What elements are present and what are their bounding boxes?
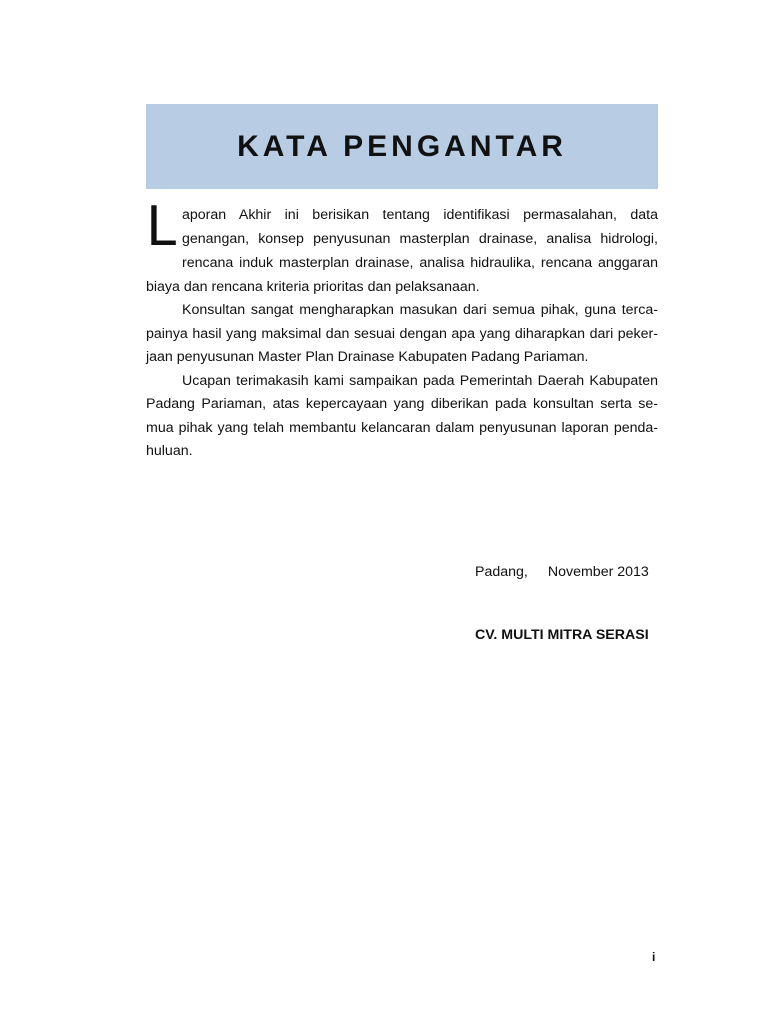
paragraph-2-line: jaan penyusunan Master Plan Drainase Kabupaten Padang Pariaman. [146, 349, 589, 365]
paragraph-3-line: Padang Pariaman, atas kepercayaan yang diberikan pada konsultan serta se- [146, 396, 658, 412]
page-number: i [652, 950, 656, 964]
signature-place: Padang, [475, 564, 528, 580]
paragraph-3-line: mua pihak yang telah membantu kelancaran dalam penyusunan laporan penda- [146, 419, 658, 436]
paragraph-2-line: painya hasil yang maksimal dan sesuai dengan apa yang diharapkan dari peker- [146, 325, 658, 342]
paragraph-1-line: genangan, konsep penyusunan masterplan drainase, analisa hidrologi, [182, 230, 658, 247]
title-band [146, 104, 658, 189]
page-title: KATA PENGANTAR [237, 129, 567, 163]
signature-date: November 2013 [547, 564, 649, 580]
drop-cap: L [146, 195, 177, 258]
signature-place-date [475, 564, 649, 580]
paragraph-1-line: biaya dan rencana kriteria prioritas dan pelaksanaan. [146, 278, 480, 295]
paragraph-2-line: Konsultan sangat mengharapkan masukan dari semua pihak, guna terca- [182, 302, 658, 318]
paragraph-2 [146, 299, 658, 370]
paragraph-1-line: aporan Akhir ini berisikan tentang identifikasi permasalahan, data [182, 207, 658, 223]
body-text [146, 195, 658, 464]
paragraph-1-line: rencana induk masterplan drainase, analisa hidraulika, rencana anggaran [182, 255, 658, 271]
paragraph-3-line: huluan. [146, 443, 193, 459]
signature-company: CV. MULTI MITRA SERASI [475, 627, 649, 643]
paragraph-3-line: Ucapan terimakasih kami sampaikan pada Pemerintah Daerah Kabupaten [182, 372, 658, 389]
paragraph-1 [146, 195, 658, 299]
paragraph-3 [146, 370, 658, 464]
